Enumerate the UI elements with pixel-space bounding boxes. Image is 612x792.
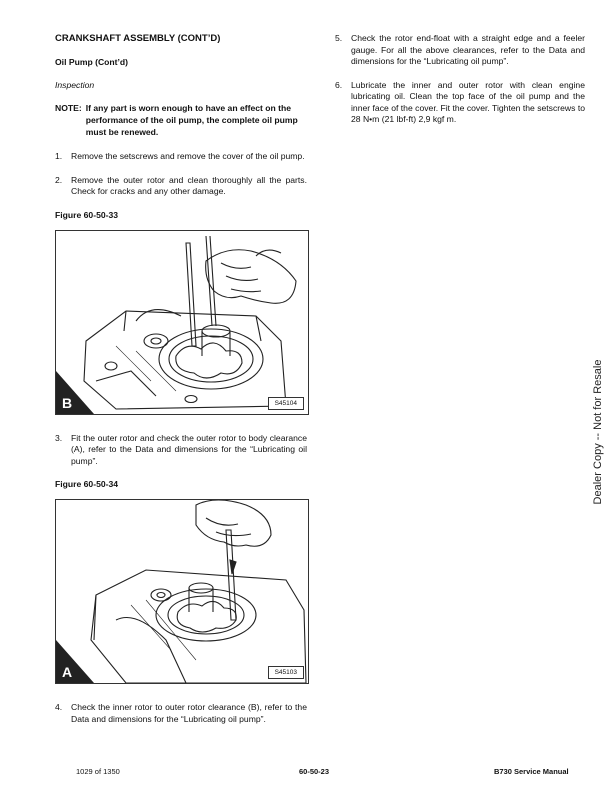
right-column xyxy=(335,33,585,138)
step-6 xyxy=(335,80,585,126)
note-block xyxy=(55,102,307,138)
footer-page-number: 60-50-23 xyxy=(299,767,330,776)
note-label: NOTE: xyxy=(55,103,82,113)
figure-code: S45103 xyxy=(268,666,304,679)
oil-pump-feeler-gauge-illustration xyxy=(56,231,308,414)
oil-pump-clearance-illustration xyxy=(56,500,308,683)
step-number: 3. xyxy=(55,432,63,443)
section-title: CRANKSHAFT ASSEMBLY (CONT’D) xyxy=(55,33,221,44)
step-number: 4. xyxy=(55,702,63,712)
figure-label-1: Figure 60-50-33 xyxy=(55,209,119,220)
figure-oil-pump-inner-rotor-check xyxy=(55,230,309,415)
figure-letter: A xyxy=(62,664,73,680)
step-1 xyxy=(55,151,307,163)
step-text: Remove the outer rotor and clean thoroughly all the parts. Check for cracks and any other damage. xyxy=(71,174,307,196)
step-number: 6. xyxy=(335,79,343,90)
note-text: If any part is worn enough to have an effect on the performance of the oil pump, the complete oil pump must be renewed. xyxy=(85,103,298,137)
dealer-copy-watermark: Dealer Copy -- Not for Resale xyxy=(592,359,604,505)
step-4 xyxy=(55,702,307,725)
footer-manual-title: B730 Service Manual xyxy=(494,767,569,776)
figure-code: S45104 xyxy=(268,397,304,410)
figure-letter: B xyxy=(62,394,73,411)
footer-page-count: 1029 of 1350 xyxy=(76,767,120,776)
step-number: 5. xyxy=(335,33,343,43)
left-column xyxy=(55,33,307,737)
step-2 xyxy=(55,175,307,198)
step-text: Check the rotor end-float with a straight edge and a feeler gauge. For all the above clearances, refer to the Data and dimensions for the “Lubricating oil pump”. xyxy=(351,33,585,66)
step-number: 2. xyxy=(55,174,63,185)
step-text: Check the inner rotor to outer rotor clearance (B), refer to the Data and dimensions for the “Lubricating oil pump”. xyxy=(71,702,307,724)
step-number: 1. xyxy=(55,151,63,161)
inspection-heading: Inspection xyxy=(55,80,95,90)
step-text: Lubricate the inner and outer rotor with clean engine lubricating oil. Clean the top face of the oil pump and the inner face of the cover. Fit the cover. Tighten the setscrews to 28 N•m (21 lbf-ft) 2,9 kgf m. xyxy=(351,79,585,124)
figure-oil-pump-outer-rotor-check xyxy=(55,499,309,684)
step-5 xyxy=(335,33,585,68)
figure-label-2: Figure 60-50-34 xyxy=(55,479,119,489)
step-text: Remove the setscrews and remove the cover of the oil pump. xyxy=(71,151,305,161)
subsection-title: Oil Pump (Cont’d) xyxy=(55,57,129,67)
step-text: Fit the outer rotor and check the outer rotor to body clearance (A), refer to the Data and dimensions for the “Lubricating oil pump”. xyxy=(71,432,307,466)
step-3 xyxy=(55,433,307,468)
